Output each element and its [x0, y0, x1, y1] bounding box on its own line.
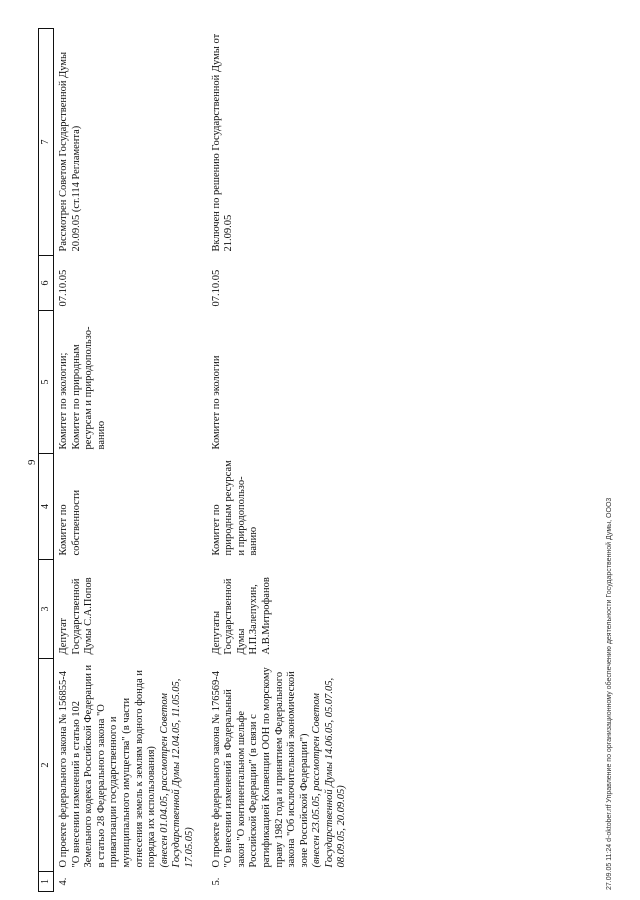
co-executor-committees-cell: Комитет по экологии [210, 355, 222, 450]
row-number: 5. [210, 877, 222, 886]
responsible-committee-cell: Комитет по природным ресурсам и природопользо-ванию [210, 460, 260, 556]
remarks-cell: Рассмотрен Советом Государственной Думы 20.09.05 (ст.114 Регламента) [58, 51, 82, 252]
column-header: 4 [39, 454, 54, 560]
document-footer: 27.09.05 11:24 d-oktober.rtf Управление по организационному обеспечению деятельности Государственной Думы, ООО3 [606, 497, 613, 890]
table-header [39, 29, 54, 892]
table-row [54, 29, 207, 892]
bill-description: "О внесении изменений в статью 102 Земельного кодекса Российской Федерации и в статью 28 Федерального закона "О приватизации государственного и муниципального имущества" (в части отнесения земель к землям водного фонда и порядка их использования) [70, 664, 158, 868]
bill-cell [207, 659, 360, 872]
column-header: 7 [39, 29, 54, 256]
date-cell: 07.10.05 [210, 269, 222, 307]
table-row [207, 29, 360, 892]
column-header: 6 [39, 256, 54, 311]
bill-description: "О внесении изменений в Федеральный закон "О континентальном шельфе Российской Федерации" (в связи с ратификацией Конвенции ООН по морскому праву 1982 года и принятием Федерального закона "Об исключительной экономической зоне Российской Федерации") [223, 667, 310, 868]
remarks-cell: Включен по решению Государственной Думы от 21.09.05 [210, 33, 235, 252]
column-header: 2 [39, 659, 54, 872]
column-header: 1 [39, 872, 54, 892]
row-number: 4. [58, 877, 69, 886]
date-cell: 07.10.05 [58, 269, 69, 307]
bill-title: О проекте федерального закона № 156855-4 [58, 670, 69, 868]
initiator-cell: Депутаты Государственной Думы Н.П.Залепухин, А.В.Митрофанов [210, 577, 272, 655]
bills-table [38, 28, 359, 892]
initiator-cell: Депутат Государственной Думы С.А.Попов [58, 577, 95, 655]
column-header: 5 [39, 311, 54, 454]
column-header: 3 [39, 560, 54, 659]
bill-title: О проекте федерального закона № 176569-4 [210, 670, 222, 868]
bill-cell [54, 659, 207, 872]
bill-note: (внесен 01.04.05, рассмотрен Советом Государственной Думы 12.04.05, 11.05.05, 17.05.05) [158, 678, 195, 868]
page-number: 9 [26, 459, 38, 465]
bill-note: (внесен 23.05.05, рассмотрен Советом Государственной Думы 14.06.05, 05.07.05, 08.09.05, 20.09.05) [311, 677, 348, 868]
responsible-committee-cell: Комитет по собственности [58, 489, 82, 556]
co-executor-committees-cell: Комитет по экологии; Комитет по природным ресурсам и природопользо-ванию [58, 326, 107, 450]
